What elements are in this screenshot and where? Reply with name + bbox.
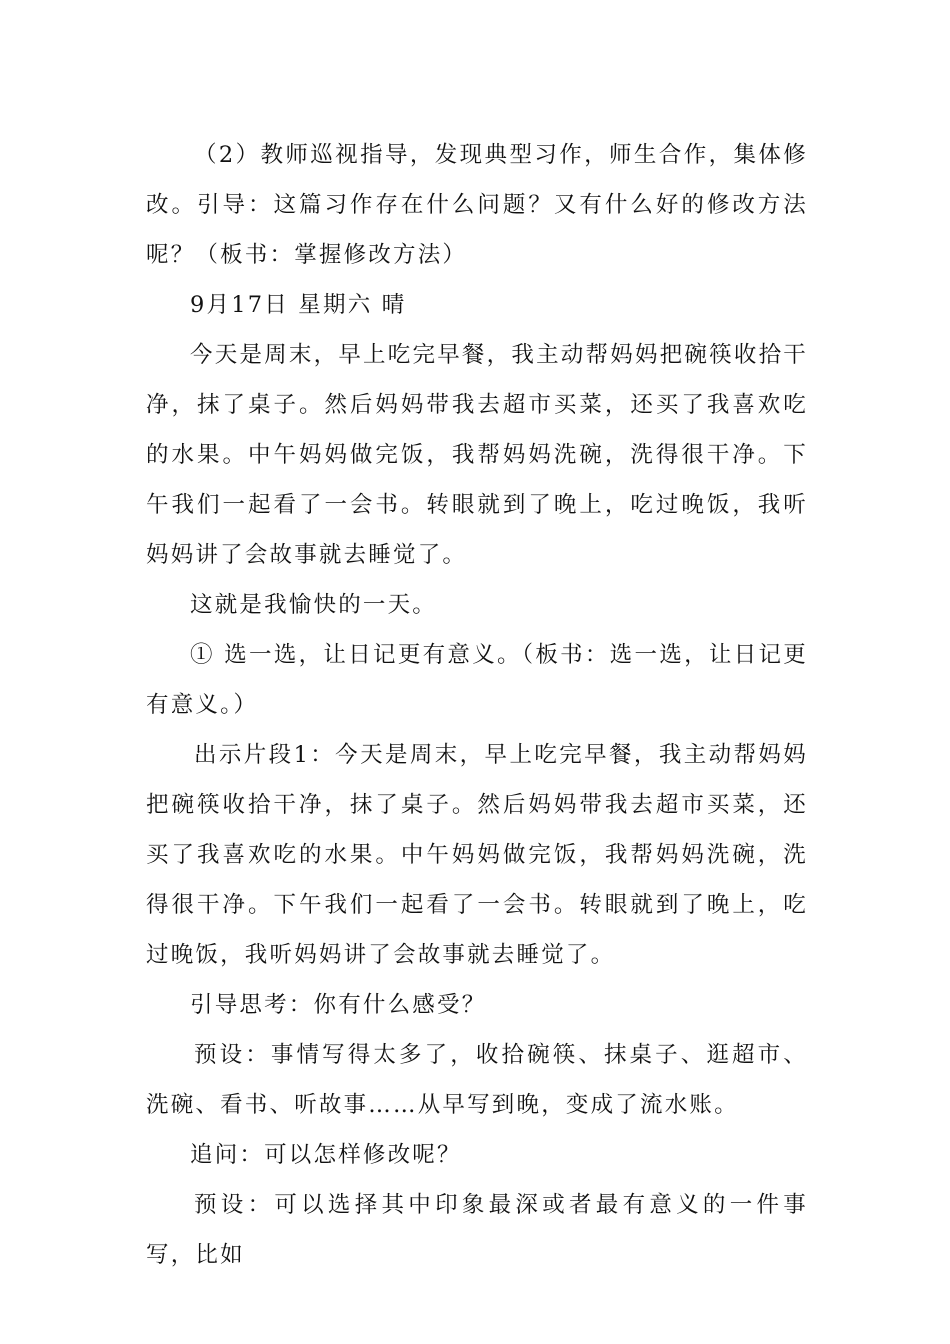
paragraph-excerpt-1: 出示片段1：今天是周末，早上吃完早餐，我主动帮妈妈把碗筷收拾干净，抹了桌子。然后妈妈带我去超市买菜，还买了我喜欢吃的水果。中午妈妈做完饭，我帮妈妈洗碗，洗得很干净。下午我们一起看了一会书。转眼就到了晚上，吃过晚饭，我听妈妈讲了会故事就去睡觉了。	[146, 742, 808, 968]
paragraph-preset-answer-1: 预设：事情写得太多了，收拾碗筷、抹桌子、逛超市、洗碗、看书、听故事……从早写到晚，变成了流水账。	[146, 1042, 808, 1118]
paragraph-diary-date: 9月17日 星期六 晴	[190, 292, 407, 318]
paragraph-diary-ending: 这就是我愉快的一天。	[190, 592, 438, 618]
paragraph-diary-body: 今天是周末，早上吃完早餐，我主动帮妈妈把碗筷收拾干净，抹了桌子。然后妈妈带我去超市买菜，还买了我喜欢吃的水果。中午妈妈做完饭，我帮妈妈洗碗，洗得很干净。下午我们一起看了一会书。转眼就到了晚上，吃过晚饭，我听妈妈讲了会故事就去睡觉了。	[146, 342, 808, 568]
paragraph-step-choose: ① 选一选，让日记更有意义。（板书：选一选，让日记更有意义。）	[146, 642, 808, 718]
paragraph-teacher-guidance: （2）教师巡视指导，发现典型习作，师生合作，集体修改。引导：这篇习作存在什么问题？又有什么好的修改方法呢？（板书：掌握修改方法）	[146, 142, 808, 268]
paragraph-guided-thinking: 引导思考：你有什么感受？	[190, 992, 487, 1018]
paragraph-follow-up-question: 追问：可以怎样修改呢？	[190, 1142, 462, 1168]
paragraph-preset-answer-2: 预设：可以选择其中印象最深或者最有意义的一件事写，比如	[146, 1192, 808, 1268]
